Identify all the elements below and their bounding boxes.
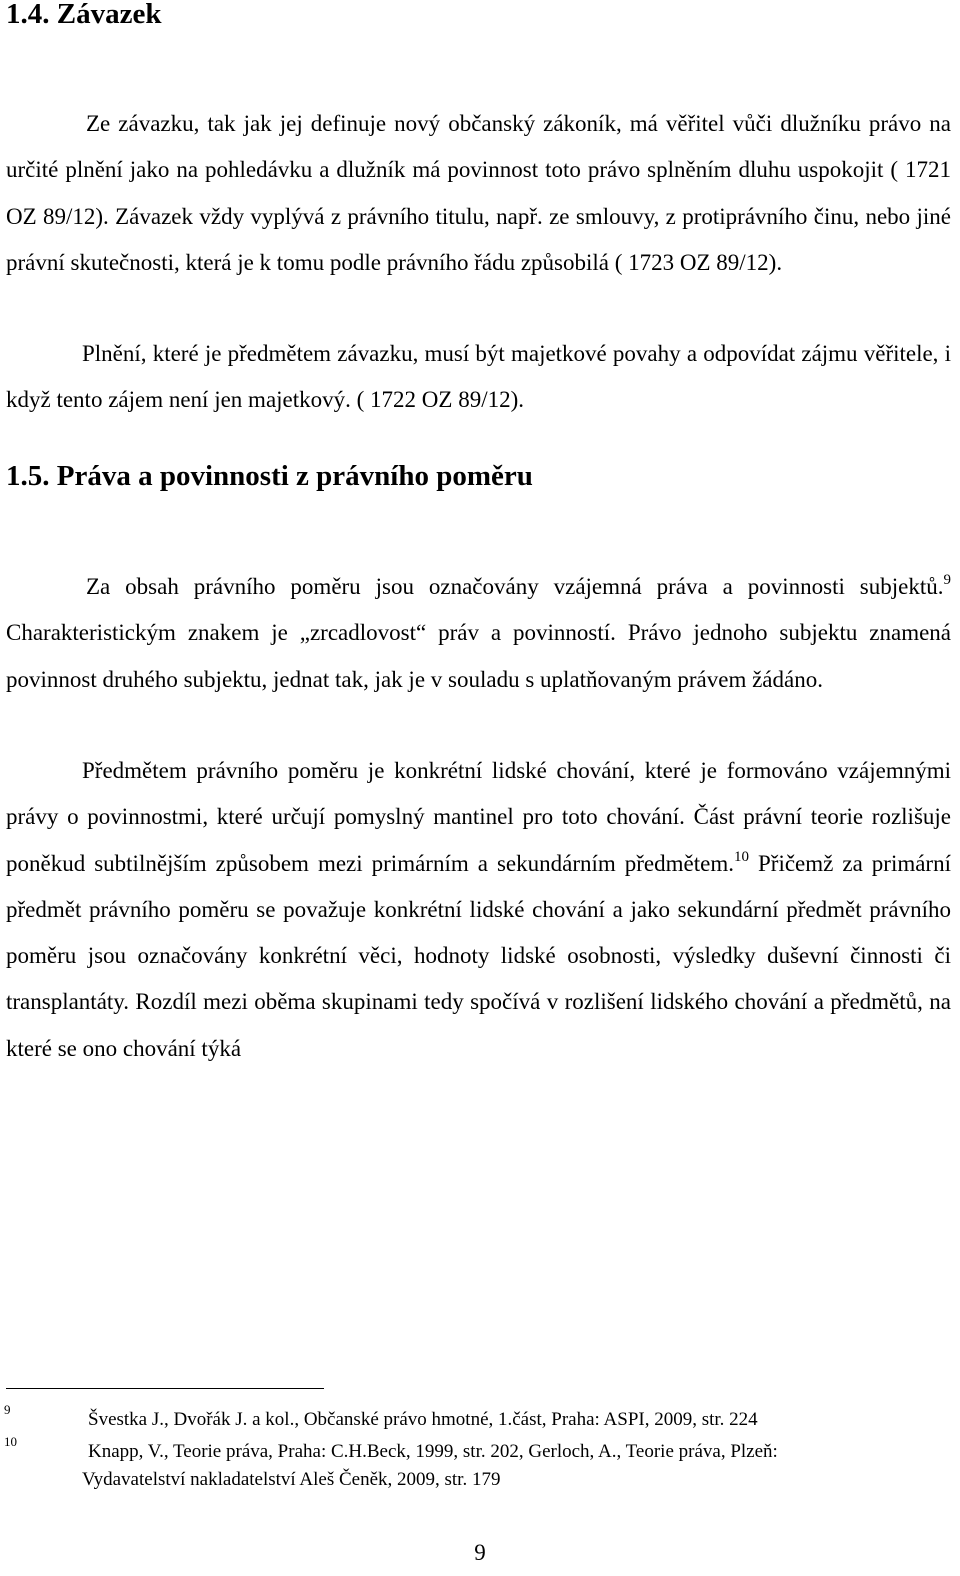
- page-number: 9: [474, 1540, 486, 1565]
- paragraph-text: Charakteristickým znakem je „zrcadlovost“ práv a povinností. Právo jednoho subjektu znamená povinnost druhého subjektu, jednat tak, jak je v souladu s uplatňovaným právem žádáno.: [6, 620, 951, 692]
- section-heading-prava-povinnosti: 1.5. Práva a povinnosti z právního poměru: [6, 460, 533, 492]
- footnote-number-9: 9: [4, 1402, 11, 1417]
- footnote-9-text: Švestka J., Dvořák J. a kol., Občanské právo hmotné, 1.část, Praha: ASPI, 2009, str. 224: [88, 1409, 758, 1430]
- paragraph-obsah-pomeru: [6, 564, 951, 703]
- footnote-ref-9: 9: [943, 572, 951, 588]
- paragraph-predmet-pomeru: [6, 748, 951, 1072]
- footnote-number-10: 10: [4, 1434, 17, 1449]
- paragraph-text: Přičemž za primární předmět právního poměru se považuje konkrétní lidské chování a jako sekundární předmět právního poměru jsou označovány konkrétní věci, hodnoty lidské osobnosti, výsledky duševní činnosti či transplantáty. Rozdíl mezi oběma skupinami tedy spočívá v rozlišení lidského chování a předmětů, na které se ono chování týká: [6, 850, 951, 1061]
- section-heading-zavazek: 1.4. Závazek: [6, 0, 162, 30]
- footnote-10-text-line1: Knapp, V., Teorie práva, Praha: C.H.Beck, 1999, str. 202, Gerloch, A., Teorie práva, Plzeň:: [88, 1441, 778, 1462]
- footnote-ref-10: 10: [733, 848, 749, 865]
- paragraph-text: Předmětem právního poměru je konkrétní lidské chování, které je formováno vzájemnými právy o povinnostmi, které určují pomyslný mantinel pro toto chování. Část právní teorie rozlišuje poněkud subtilnějším způsobem mezi primárním a sekundárním předmětem.: [6, 758, 951, 876]
- footnote-separator: [6, 1388, 324, 1389]
- paragraph-zavazek-definition: Ze závazku, tak jak jej definuje nový občanský zákoník, má věřitel vůči dlužníku právo na určité plnění jako na pohledávku a dlužník má povinnost toto právo splněním dluhu uspokojit ( 1721 OZ 89/12). Závazek vždy vyplývá z právního titulu, např. ze smlouvy, z protiprávního činu, nebo jiné právní skutečnosti, která je k tomu podle právního řádu způsobilá ( 1723 OZ 89/12).: [6, 111, 951, 275]
- paragraph-plneni: Plnění, které je předmětem závazku, musí být majetkové povahy a odpovídat zájmu věřitele, i když tento zájem není jen majetkový. ( 1722 OZ 89/12).: [6, 341, 951, 413]
- paragraph-text: Za obsah právního poměru jsou označovány vzájemná práva a povinnosti subjektů.: [86, 574, 944, 599]
- footnote-10-text-line2: Vydavatelství nakladatelství Aleš Čeněk, 2009, str. 179: [82, 1469, 501, 1490]
